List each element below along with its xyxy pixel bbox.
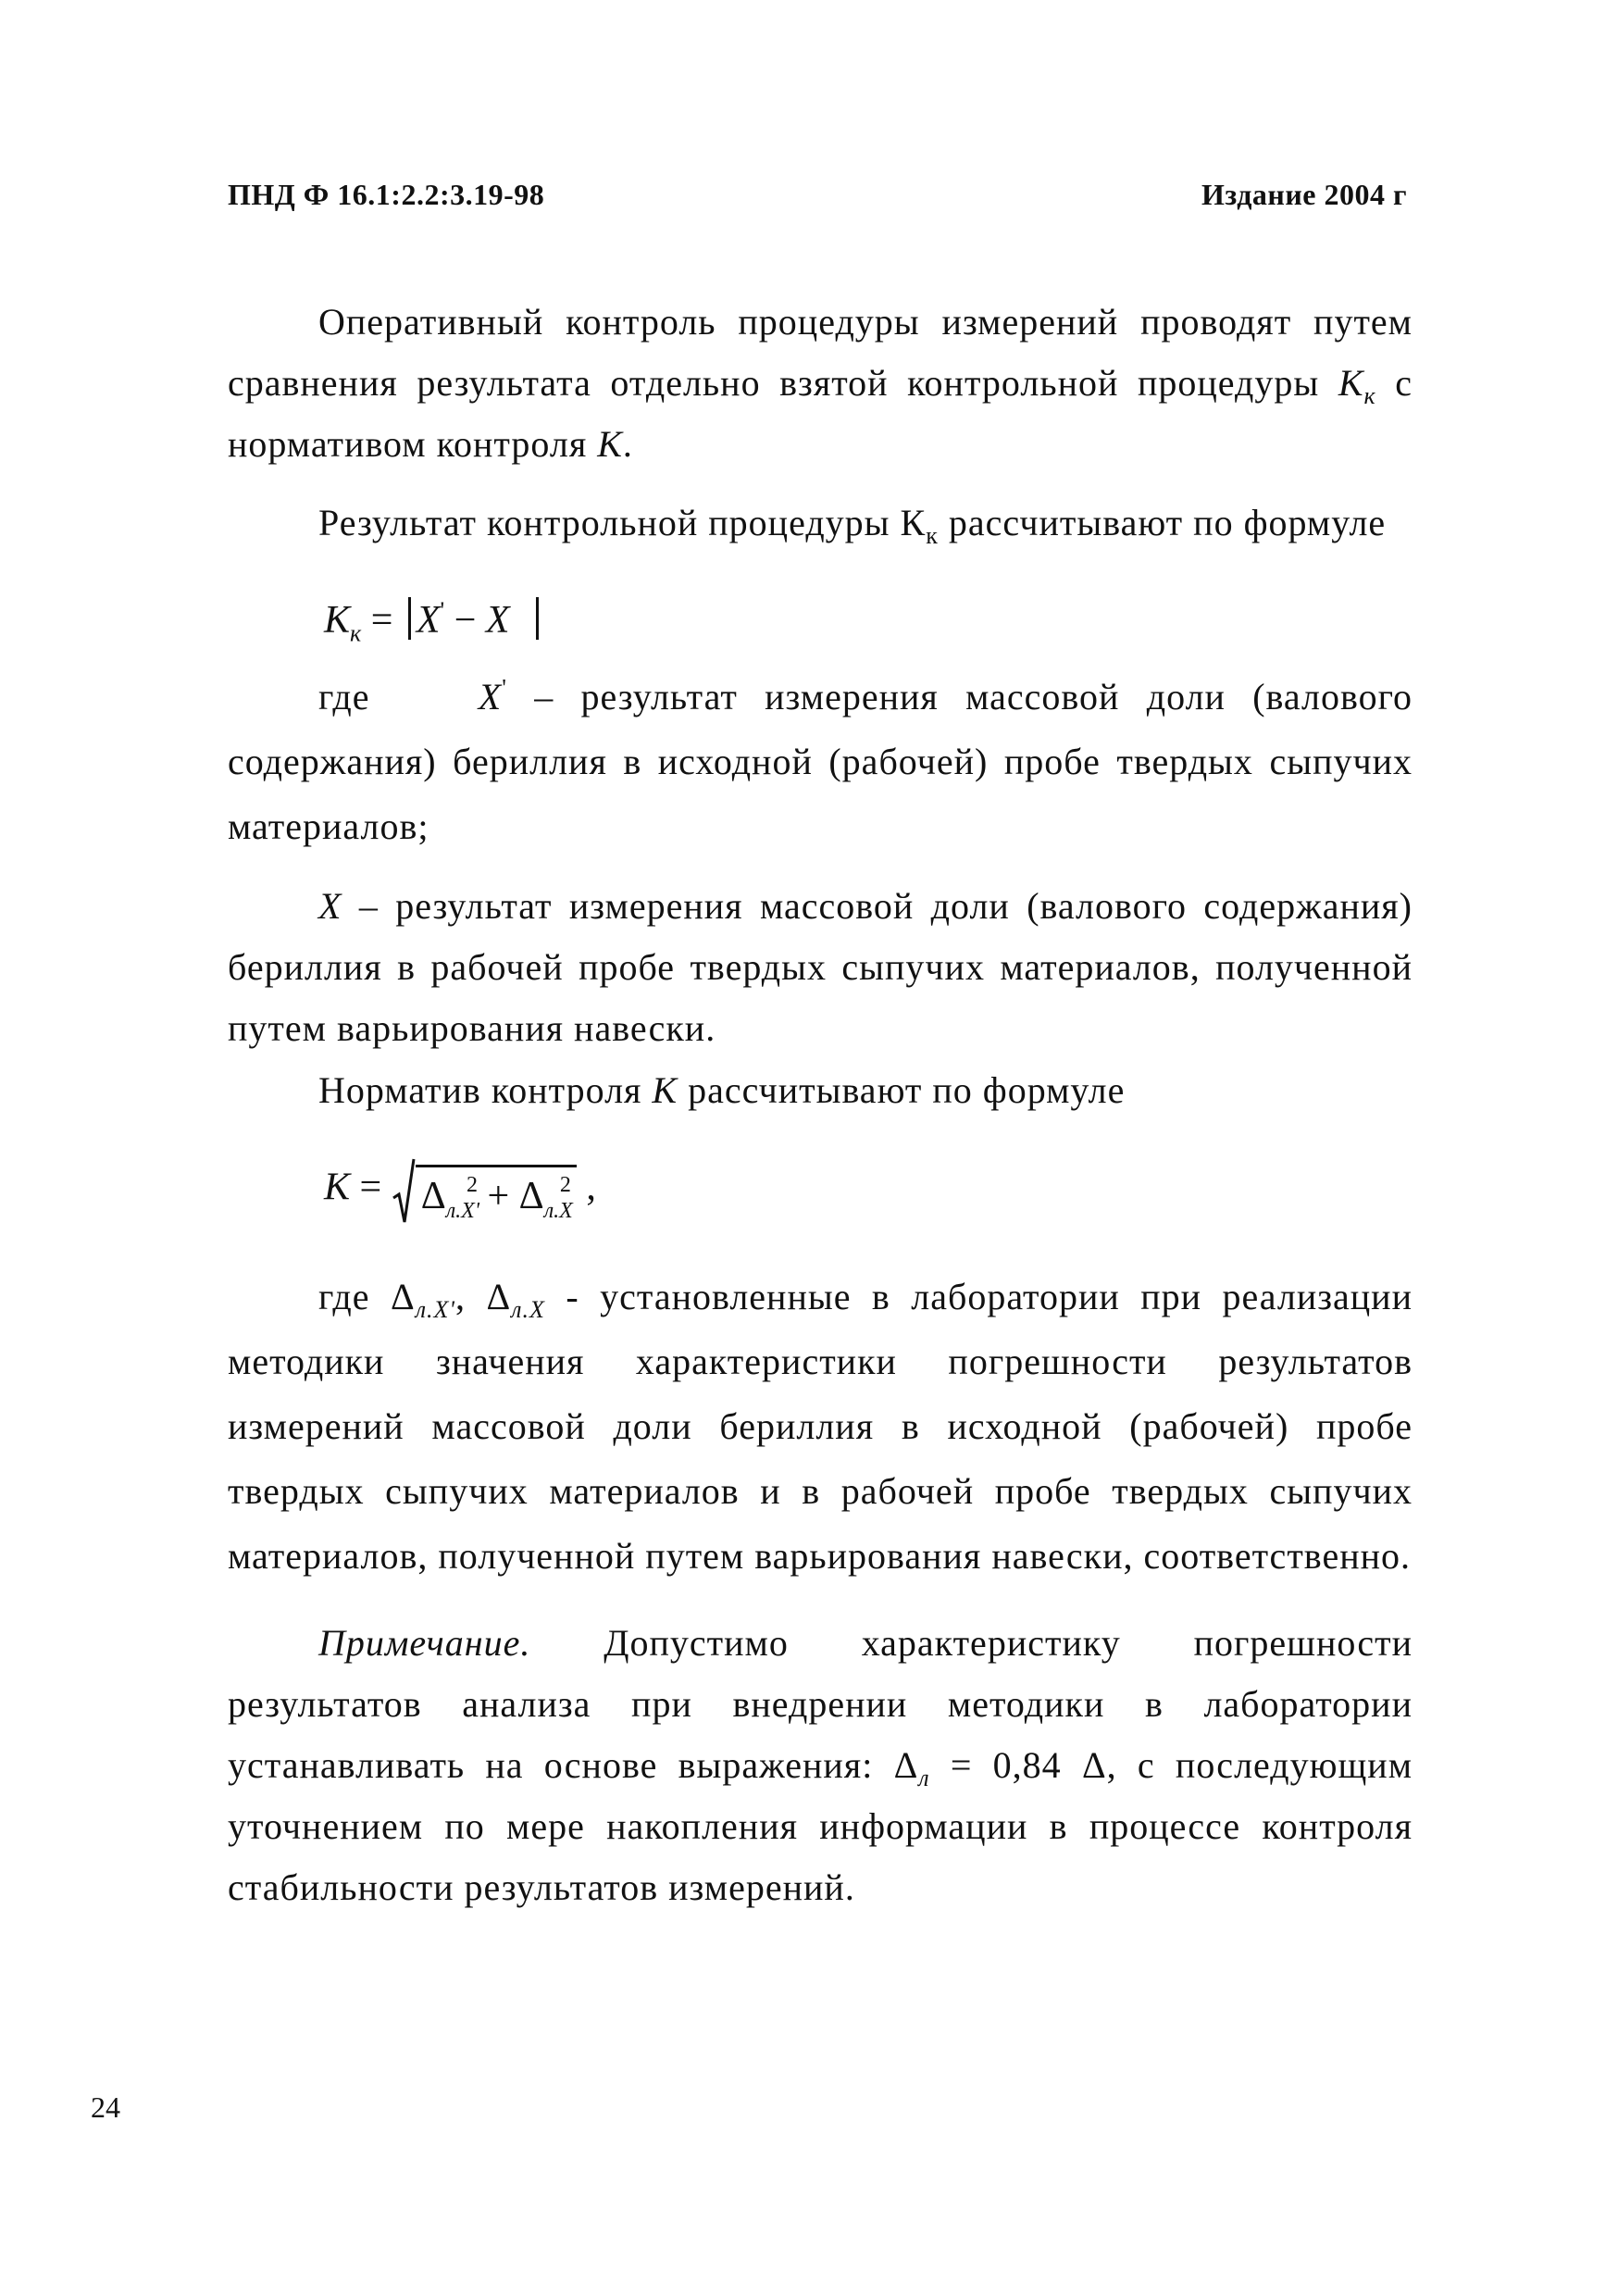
- p1-end: .: [622, 423, 633, 465]
- formula-kk: [324, 597, 544, 647]
- paragraph-where-deltas: [228, 1265, 1413, 1589]
- paragraph-result-formula-intro: [228, 493, 1413, 554]
- document-code: ПНД Ф 16.1:2.2:3.19-98: [228, 178, 545, 211]
- formula2-plus: +: [477, 1175, 519, 1217]
- formula2-sub2: л.X: [543, 1199, 573, 1223]
- note-delta: Δ: [1081, 1744, 1107, 1786]
- p4-text: – результат измерения массовой доли (валового содержания) бериллия в рабочей пробе твердых сыпучих материалов, полученной путем варьирования навески.: [228, 885, 1413, 1049]
- p3-symbol: X: [478, 676, 503, 718]
- p6-delta2: Δ: [486, 1276, 512, 1317]
- p3-prime: ': [502, 674, 507, 702]
- paragraph-x-definition: [228, 876, 1413, 1059]
- formula1-lhs-sub: к: [350, 619, 362, 647]
- p3-where: где: [318, 676, 370, 718]
- formula2-sup1: 2: [466, 1173, 478, 1197]
- p1-mid: с нормативом контроля: [228, 362, 1413, 465]
- formula1-xprime: X: [416, 599, 441, 642]
- paragraph-norm-formula-intro: [228, 1060, 1413, 1121]
- formula1-lhs: K: [324, 599, 351, 642]
- formula2-sup2: 2: [559, 1173, 571, 1197]
- p5-text: Норматив контроля: [318, 1069, 653, 1111]
- kk-subscript: к: [1363, 382, 1376, 409]
- note-sub: л: [918, 1765, 930, 1791]
- p6-where: где: [318, 1276, 391, 1317]
- formula2-delta1: Δ: [420, 1175, 446, 1217]
- note-eq: = 0,84: [929, 1744, 1082, 1786]
- formula1-minus: −: [444, 599, 486, 642]
- formula1-eq: =: [361, 599, 403, 642]
- k-symbol: K: [597, 423, 623, 465]
- p6-sep: ,: [454, 1276, 487, 1317]
- formula1-x: X: [485, 599, 510, 642]
- note-text1: Допустимо характеристику погрешности результатов анализа при внедрении методики в лаборатории устанавливать на основе выражения:: [228, 1622, 1413, 1786]
- p6-text: - установленные в лаборатории при реализации методики значения характеристики погрешности результатов измерений массовой доли бериллия в исходной (рабочей) пробе твердых сыпучих материалов и в рабочей пробе твердых сыпучих материалов, полученной путем варьирования навески, соответственно.: [228, 1276, 1413, 1577]
- formula2-delta2: Δ: [518, 1175, 544, 1217]
- p1-text: Оперативный контроль процедуры измерений проводят путем сравнения результата отдельно взятой контрольной процедуры: [228, 301, 1413, 404]
- p6-sub1: л.X': [415, 1296, 455, 1323]
- abs-bar-right: [536, 597, 539, 640]
- sqrt-sign-icon: [392, 1157, 416, 1224]
- note-paragraph: [228, 1613, 1413, 1918]
- p5-end: рассчитывают по формуле: [678, 1069, 1126, 1111]
- formula-k-norm: [324, 1157, 596, 1224]
- paragraph-where-xprime: [228, 665, 1413, 859]
- note-text2: , с последующим уточнением по мере накопления информации в процессе контроля стабильности результатов измерений.: [228, 1744, 1413, 1908]
- p2-end: рассчитывают по формуле: [938, 502, 1387, 543]
- kk-symbol: K: [1338, 362, 1364, 404]
- formula1-prime: ': [440, 597, 445, 624]
- formula2-eq: =: [350, 1166, 392, 1209]
- p3-text: – результат измерения массовой доли (валового содержания) бериллия в исходной (рабочей) пробе твердых сыпучих материалов;: [228, 676, 1413, 847]
- note-label: Примечание.: [318, 1622, 531, 1664]
- p6-sub2: л.X: [511, 1296, 545, 1323]
- formula2-lhs: K: [324, 1166, 351, 1209]
- abs-bar-left: [408, 597, 411, 640]
- paragraph-operative-control: [228, 292, 1413, 475]
- p6-delta1: Δ: [390, 1276, 416, 1317]
- formula2-comma: ,: [576, 1166, 596, 1209]
- radicand: [416, 1165, 577, 1224]
- p4-symbol: X: [318, 885, 342, 927]
- p5-symbol: K: [652, 1069, 678, 1111]
- sqrt-radical: [392, 1157, 577, 1224]
- p2-subscript: к: [926, 522, 939, 549]
- p2-text: Результат контрольной процедуры К: [318, 502, 927, 543]
- note-delta-l: Δ: [893, 1744, 919, 1786]
- edition-label: Издание 2004 г: [1201, 178, 1407, 211]
- formula2-sub1: л.X': [445, 1199, 479, 1223]
- page-number: 24: [91, 2090, 120, 2124]
